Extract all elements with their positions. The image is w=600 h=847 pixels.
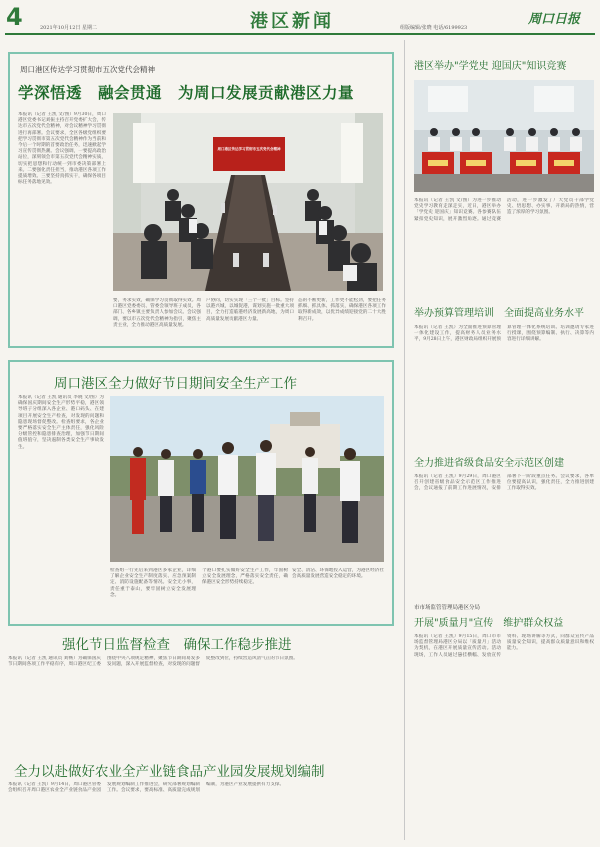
right-article-3-headline: 全力推进省级食品安全示范区创建 <box>414 458 564 469</box>
right-column-divider <box>404 40 405 840</box>
article-3-text: 本报讯（记者 王凯 通讯员 刘畅）为确保国庆节日期间各项工作平稳有序，周口港区纪工委围绕中央八项规定精神，聚焦节日期间易发多发问题，深入开展监督检查，对发现的问题督促整改到位，持续营造风清气正的节日氛围。 <box>8 656 298 668</box>
right-article-3-body <box>414 474 594 594</box>
right-article-3-text: 本报讯（记者 王凯）9月29日，周口港区召开创建省级食品安全示范区工作推进会，会议通报了前期工作进展情况，安排部署下一阶段重点任务。会议要求，各单位要提高认识，强化责任，全力推进创建工作取得实效。 <box>414 474 594 492</box>
meeting-photo <box>113 113 383 291</box>
article-1-body-mid: 要，务求实效，确保学习贯彻取得实效。周口港区党委委员、管委会领导班子成员，各部门、各乡镇主要负责人参加会议。会议强调，要以市五次党代会精神为指引，聚焦主责主业，全力推动港区高质量发展。 <box>113 298 201 328</box>
article-1-body-left: 本报讯（记者 王凯 文/图）9月30日，周口港区党委书记刘振主持召开党委扩大会，传达市五次党代会精神，对会议精神学习贯彻进行再部署。会议要求，全区各级党组织要把学习贯彻市第五次党代会精神作为当前和今后一个时期的首要政治任务，迅速掀起学习宣传贯彻热潮。会议强调，一要提高政治站位，深刻领会市第五次党代会精神实质，切实把思想和行动统一到市委决策部署上来。二要强化责任担当，推动港区各项工作提质增效。三要坚持真抓实干，确保各项目标任务落地见效。 <box>18 112 106 186</box>
right-article-1-body <box>414 198 594 294</box>
article-3-headline: 强化节日监督检查 确保工作稳步推进 <box>62 637 292 653</box>
article-2-body-far: 安全、清洁、环保地投入运营，为港区经济社会高质量发展营造安全稳定的环境。 <box>292 568 384 580</box>
right-article-2-text: 本报讯（记者 王凯）为全面推进预算管理一体化建设工作，提高财务人员业务水平，9月28日上午，港区财政局组织开展预算管理一体化系统培训。培训邀请专家进行授课，围绕预算编制、执行、决算等内容进行详细讲解。 <box>414 325 594 343</box>
right-article-1-text: 本报讯（记者 王凯 文/图）为进一步推动党史学习教育走深走实，近日，港区举办「学党史 迎国庆」知识竞赛。各参赛队伍紧扣党史知识，展开激烈角逐。通过竞赛活动，进一步激发了广大党员干部学党史、悟思想、办实事、开新局的热情，营造了浓厚的学习氛围。 <box>414 198 594 222</box>
right-article-4-text: 本报讯（记者 王凯）9月15日，周口市市场监督管理局港区分局以「质量月」活动为契机，在港区开展质量宣传活动。活动现场，工作人员通过悬挂横幅、发放宣传资料、现场讲解等方式，向群众宣传产品质量安全知识，提高群众质量意识和维权能力。 <box>414 634 594 658</box>
right-article-4-headline: 开展"质量月"宣传 维护群众权益 <box>414 618 564 629</box>
article-4-text: 本报讯（记者 王凯）9月14日，周口港区管委会组织召开周口港区农业全产业链食品产业园发展规划编制工作推进会，研究部署规划编制工作。会议要求，要高标准、高质量完成规划编制，为港区产业发展提供有力支撑。 <box>8 782 285 794</box>
right-article-4-body <box>414 634 594 840</box>
right-article-2-body <box>414 325 594 445</box>
article-1-headline: 学深悟透 融会贯通 为周口发展贡献港区力量 <box>18 83 355 102</box>
article-1-body-far: 态的不断更新，工作更不能松劲，要把任务抓细、抓具体、抓落实，确保港区各项工作取得新成效，以优异成绩迎接党的二十大胜利召开。 <box>298 298 386 322</box>
inspection-scene-illustration <box>110 396 384 562</box>
masthead <box>0 0 600 36</box>
paper-logo: 周口日报 <box>528 12 581 27</box>
article-2-body-left: 本报讯（记者 王凯 通讯员 李晓 文/图）为确保国庆期间安全生产形势平稳，港区领导班子分组深入各企业、港口码头、在建项目开展安全生产检查，对发现的问题和隐患现场督促整改。检查组要求，各企业要严格落实安全生产主体责任，强化风险分级管控和隐患排查治理，加强节日期间值班值守，坚决遏制各类安全生产事故发生。 <box>18 395 104 450</box>
right-article-2-headline: 举办预算管理培训 全面提高业务水平 <box>414 308 584 319</box>
quiz-contest-illustration <box>414 80 594 192</box>
issue-date: 2021年10月12日 星期二 <box>40 25 98 31</box>
page-number: 4 <box>6 3 23 31</box>
article-2-headline: 周口港区全力做好节日期间安全生产工作 <box>54 376 297 392</box>
article-3-body <box>8 656 398 754</box>
inspection-photo <box>110 396 384 562</box>
meeting-room-illustration <box>113 113 383 291</box>
quiz-photo <box>414 80 594 192</box>
article-4-headline: 全力以赴做好农业全产业链食品产业园发展规划编制 <box>14 764 325 780</box>
article-1-kicker: 周口港区传达学习贯彻市五次党代会精神 <box>20 65 155 74</box>
editor-info: 组版编辑/张晓 电话/6199923 <box>400 25 468 31</box>
photo-banner-text: 周口港区传达学习贯彻市五次党代会精神 <box>217 147 281 151</box>
article-2-body-mid: 检查组一行先后来到港区多家企业，详细了解企业安全生产制度落实、应急预案制定、消防设施配备等情况。安全无小事，责任重于泰山，要牢固树立安全发展理念。 <box>110 568 196 598</box>
right-article-1-headline: 港区举办"学党史 迎国庆"知识竞赛 <box>414 61 567 72</box>
masthead-rule <box>5 33 595 35</box>
article-2-body-right: 个港口要扎实做好安全生产工作，牢固树立安全发展理念，严格落实安全责任，确保港区安全形势持续稳定。 <box>202 568 288 586</box>
section-title: 港区新闻 <box>250 11 334 32</box>
right-article-4-kicker: 市市场监管管理局港区分局 <box>414 605 481 611</box>
article-1-body-right: 户协同，切实实现「三个一批」目标。坚持以港兴城，以城促港，谋划实施一批重大项目，全力打造临港经济发展新高地，为周口高质量发展贡献港区力量。 <box>206 298 294 322</box>
article-4-body <box>8 782 398 844</box>
